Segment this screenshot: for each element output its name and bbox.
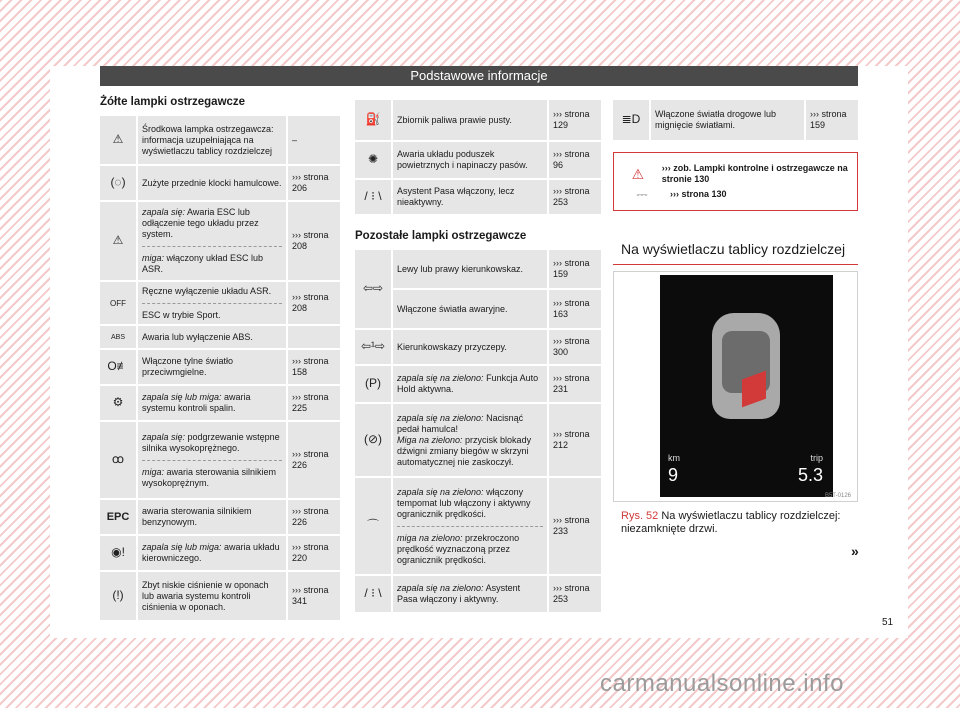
high-beam-icon: ≣D bbox=[621, 112, 641, 126]
warning-triangle-icon: ⚠ bbox=[112, 132, 124, 146]
row-ref[interactable]: ››› strona 253 bbox=[548, 179, 601, 215]
row-text: zapala się na zielono: włączony tempomat lub włączony i aktywny ogranicznik prędkości. miga na zielono: przekroczono prędkość wyznaczoną przez ogranicznik prędkości. bbox=[392, 477, 548, 575]
high-beam-table bbox=[613, 100, 858, 142]
table-row bbox=[100, 116, 340, 165]
row-text: Włączone światła awaryjne. bbox=[392, 289, 548, 329]
table-row bbox=[355, 250, 601, 289]
warning-box bbox=[613, 152, 858, 211]
row-ref[interactable]: ››› strona 96 bbox=[548, 141, 601, 179]
esc-icon: ⚠ bbox=[112, 233, 124, 247]
table-row bbox=[355, 575, 601, 613]
turn-signal-icon: ⇦⇨ bbox=[362, 281, 384, 295]
trip-label: trip bbox=[810, 453, 823, 463]
lane-assist-active-icon: / ⁝ \ bbox=[364, 586, 382, 600]
table-row bbox=[100, 201, 340, 281]
row-ref[interactable]: ››› strona 159 bbox=[805, 100, 858, 141]
auto-hold-icon: (P) bbox=[365, 376, 381, 390]
warning-row bbox=[622, 163, 849, 185]
column-yellow-lamps bbox=[100, 96, 340, 622]
page-number: 51 bbox=[882, 617, 894, 628]
info-text[interactable]: ››› strona 130 bbox=[670, 189, 727, 199]
brake-pad-icon: (◌) bbox=[110, 175, 126, 189]
column-middle bbox=[355, 100, 601, 614]
table-row bbox=[355, 100, 601, 141]
lane-assist-icon: / ⁝ \ bbox=[364, 189, 382, 203]
yellow-lamps-table bbox=[100, 116, 340, 622]
row-text: zapala się: podgrzewanie wstępne silnika wysokoprężnego. miga: awaria sterowania silnikiem wysokoprężnym. bbox=[137, 421, 287, 499]
table-row bbox=[100, 385, 340, 421]
table-row bbox=[100, 349, 340, 385]
information-icon: ⎓ bbox=[636, 186, 648, 202]
table-row bbox=[355, 141, 601, 179]
row-ref[interactable]: ››› strona 300 bbox=[548, 329, 601, 365]
row-ref[interactable]: ››› strona 253 bbox=[548, 575, 601, 613]
watermark: carmanualsonline.info bbox=[600, 670, 844, 697]
trip-value: 5.3 bbox=[797, 465, 823, 485]
row-text: Zbyt niskie ciśnienie w oponach lub awaria systemu kontroli ciśnienia w oponach. bbox=[137, 571, 287, 621]
other-lamps-table bbox=[355, 250, 601, 614]
figure-caption: Rys. 52 Na wyświetlaczu tablicy rozdzielczej: niezamknięte drzwi. bbox=[621, 510, 841, 535]
table-row bbox=[355, 179, 601, 215]
row-ref[interactable]: ››› strona 225 bbox=[287, 385, 340, 421]
table-row bbox=[355, 365, 601, 403]
steering-icon: ◉! bbox=[111, 545, 125, 559]
table-row bbox=[355, 329, 601, 365]
info-row bbox=[622, 186, 849, 202]
abs-icon: ABS bbox=[110, 334, 125, 341]
table-row bbox=[355, 477, 601, 575]
table-row bbox=[355, 403, 601, 477]
trailer-turn-icon: ⇦¹⇨ bbox=[360, 339, 386, 353]
table-row bbox=[100, 165, 340, 201]
title-divider bbox=[613, 264, 858, 265]
instrument-screen bbox=[660, 275, 833, 497]
row-text: awaria sterowania silnikiem benzynowym. bbox=[137, 499, 287, 535]
row-text: Asystent Pasa włączony, lecz nieaktywny. bbox=[392, 179, 548, 215]
table-row bbox=[100, 281, 340, 325]
km-label: km bbox=[668, 453, 680, 463]
tyre-pressure-icon: (!) bbox=[112, 588, 124, 602]
row-text: zapala się lub miga: awaria układu kierowniczego. bbox=[137, 535, 287, 571]
airbag-icon: ✺ bbox=[367, 152, 379, 166]
row-ref[interactable]: ››› strona 231 bbox=[548, 365, 601, 403]
row-text: Awaria lub wyłączenie ABS. bbox=[137, 325, 287, 349]
km-value: 9 bbox=[668, 465, 679, 485]
row-text: Włączone tylne światło przeciwmgielne. bbox=[137, 349, 287, 385]
table-row bbox=[100, 499, 340, 535]
warning-triangle-icon: ⚠ bbox=[631, 165, 645, 182]
row-ref[interactable]: ››› strona 206 bbox=[287, 165, 340, 201]
row-text: Kierunkowskazy przyczepy. bbox=[392, 329, 548, 365]
row-text: Lewy lub prawy kierunkowskaz. bbox=[392, 250, 548, 289]
section-heading-yellow: Żółte lampki ostrzegawcze bbox=[100, 96, 246, 108]
page-header: Podstawowe informacje bbox=[100, 66, 858, 86]
row-text: Środkowa lampka ostrzegawcza: informacja uzupełniająca na wyświetlaczu tablicy rozdzielczej bbox=[137, 116, 287, 165]
row-ref[interactable]: ››› strona 129 bbox=[548, 100, 601, 141]
speed-limiter-icon: ⌒ bbox=[366, 518, 379, 532]
row-ref[interactable]: – bbox=[287, 116, 340, 165]
figure-id: B5T-0126 bbox=[824, 493, 851, 499]
glow-plug-icon: ꝏ bbox=[111, 452, 125, 466]
row-ref[interactable]: ››› strona 341 bbox=[287, 571, 340, 621]
row-ref[interactable]: ››› strona 159 bbox=[548, 250, 601, 289]
table-row bbox=[613, 100, 858, 141]
car-top-view bbox=[712, 313, 780, 419]
row-text: zapala się: Awaria ESC lub odłączenie tego układu przez system. miga: włączony układ ESC lub ASR. bbox=[137, 201, 287, 281]
figure-instrument-display bbox=[613, 271, 858, 502]
display-section-title: Na wyświetlaczu tablicy rozdzielczej bbox=[621, 241, 846, 257]
row-ref[interactable]: ››› strona 163 bbox=[548, 289, 601, 329]
table-row bbox=[100, 571, 340, 621]
engine-icon: ⚙ bbox=[112, 395, 124, 409]
row-ref[interactable]: ››› strona 208 bbox=[287, 281, 340, 325]
row-text: Zbiornik paliwa prawie pusty. bbox=[392, 100, 548, 141]
row-text: Zużyte przednie klocki hamulcowe. bbox=[137, 165, 287, 201]
table-row bbox=[355, 289, 601, 329]
row-text: Ręczne wyłączenie układu ASR. ESC w trybie Sport. bbox=[137, 281, 287, 325]
row-ref[interactable]: ››› strona 226 bbox=[287, 499, 340, 535]
row-text: zapala się na zielono: Funkcja Auto Hold aktywna. bbox=[392, 365, 548, 403]
row-ref[interactable]: ››› strona 226 bbox=[287, 421, 340, 499]
fuel-icon: ⛽ bbox=[365, 112, 381, 126]
row-ref[interactable]: ››› strona 212 bbox=[548, 403, 601, 477]
row-text: Awaria układu poduszek powietrznych i napinaczy pasów. bbox=[392, 141, 548, 179]
section-heading-other: Pozostałe lampki ostrzegawcze bbox=[355, 230, 527, 242]
brake-pedal-icon: (⊘) bbox=[363, 432, 383, 446]
asr-off-icon: OFF bbox=[110, 298, 126, 308]
row-text: zapala się na zielono: Nacisnąć pedał hamulca! Miga na zielono: przycisk blokady dźwigni zmiany biegów w skrzyni automatycznej nie zaskoczył. bbox=[392, 403, 548, 477]
warning-text[interactable]: ››› zob. Lampki kontrolne i ostrzegawcze na stronie 130 bbox=[661, 163, 848, 184]
row-text: Włączone światła drogowe lub mignięcie światłami. bbox=[650, 100, 805, 141]
table-row bbox=[100, 325, 340, 349]
row-ref[interactable]: ››› strona 233 bbox=[548, 477, 601, 575]
column-right bbox=[613, 100, 858, 536]
row-ref[interactable]: ››› strona 220 bbox=[287, 535, 340, 571]
yellow-lamps-table-cont bbox=[355, 100, 601, 216]
row-text: zapala się na zielono: Asystent Pasa włączony i aktywny. bbox=[392, 575, 548, 613]
row-ref bbox=[287, 325, 340, 349]
row-ref[interactable]: ››› strona 158 bbox=[287, 349, 340, 385]
table-row bbox=[100, 421, 340, 499]
row-text: zapala się lub miga: awaria systemu kontroli spalin. bbox=[137, 385, 287, 421]
epc-icon: EPC bbox=[106, 510, 130, 523]
table-row bbox=[100, 535, 340, 571]
row-ref[interactable]: ››› strona 208 bbox=[287, 201, 340, 281]
continue-arrow-icon: » bbox=[851, 543, 859, 559]
rear-fog-light-icon: O≢ bbox=[107, 359, 129, 373]
